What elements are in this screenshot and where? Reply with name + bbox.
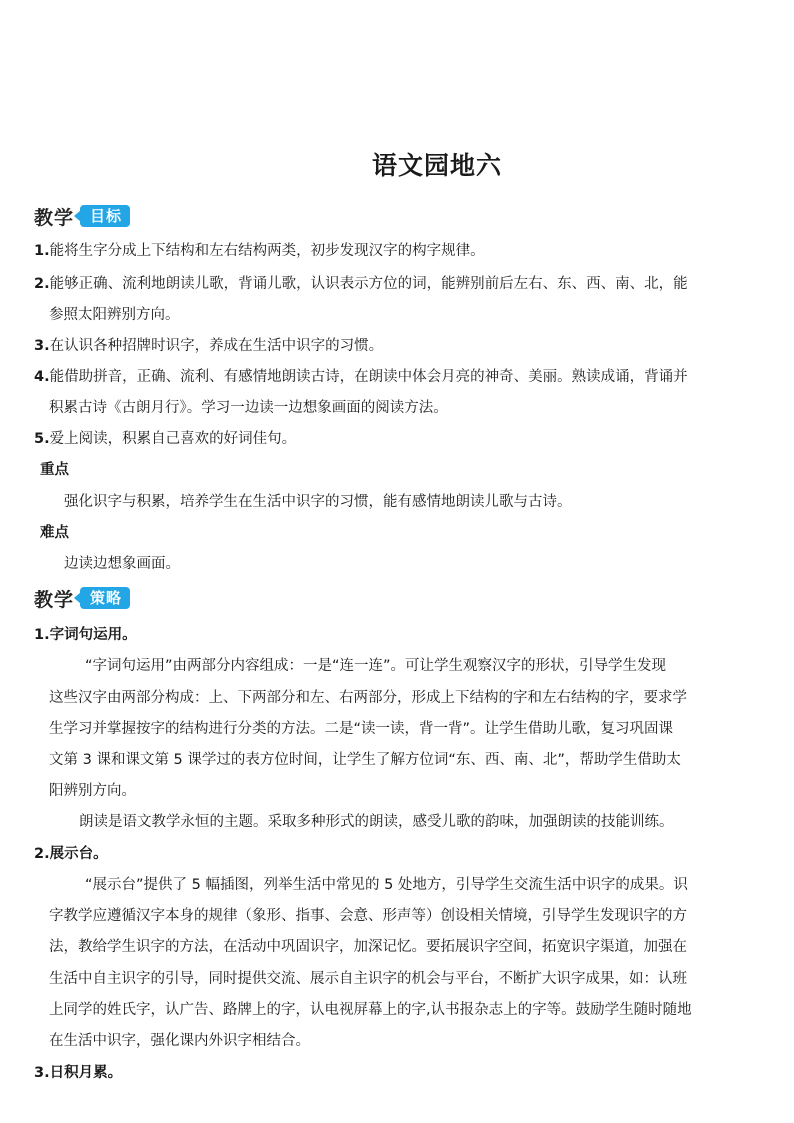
strategy-1-para2: 朗读是语文教学永恒的主题。采取多种形式的朗读，感受儿歌的韵味，加强朗读的技能训练。: [79, 814, 674, 830]
strategy-1-line: “字词句运用”由两部分内容组成：一是“连一连”。可让学生观察汉字的形状，引导学生发现: [85, 658, 667, 674]
strategy-2-line: 生活中自主识字的引导，同时提供交流、展示自主识字的机会与平台，不断扩大识字成果，如：认班: [49, 971, 687, 987]
section-header-goals: [34, 203, 130, 229]
goal-item-1: 1.能将生字分成上下结构和左右结构两类，初步发现汉字的构字规律。: [34, 243, 485, 259]
section-header-strategy: [34, 585, 130, 611]
strategy-1-line: 这些汉字由两部分构成：上、下两部分和左、右两部分，形成上下结构的字和左右结构的字，要求学: [49, 690, 687, 706]
strategy-2-line: “展示台”提供了 5 幅插图，列举生活中常见的 5 处地方，引导学生交流生活中识字的成果。识: [85, 877, 688, 893]
key-point-label: 重点: [40, 462, 69, 478]
strategy-heading-2: 2.展示台。: [34, 846, 108, 862]
page-title: 语文园地六: [371, 151, 502, 180]
goal-item-4: 4.能借助拼音，正确、流利、有感情地朗读古诗，在朗读中体会月亮的神奇、美丽。熟读成诵，背诵并: [34, 369, 688, 385]
strategy-2-line: 上同学的姓氏字，认广告、路牌上的字，认电视屏幕上的字,认书报杂志上的字等。鼓励学生随时随地: [49, 1002, 692, 1018]
goal-item-2: 2.能够正确、流利地朗读儿歌，背诵儿歌，认识表示方位的词，能辨别前后左右、东、西、南、北，能: [34, 276, 688, 292]
goal-item-4-cont: 积累古诗《古朗月行》。学习一边读一边想象画面的阅读方法。: [49, 400, 448, 416]
section-header-main: 教学: [34, 588, 75, 611]
goal-item-5: 5.爱上阅读，积累自己喜欢的好词佳句。: [34, 431, 297, 447]
section-header-tag: 目标: [80, 205, 130, 227]
strategy-2-line: 字教学应遵循汉字本身的规律（象形、指事、会意、形声等）创设相关情境，引导学生发现识字的方: [49, 908, 687, 924]
difficulty-label: 难点: [40, 525, 69, 541]
section-header-main: 教学: [34, 206, 75, 229]
section-header-tag: 策略: [80, 587, 130, 609]
key-point-text: 强化识字与积累，培养学生在生活中识字的习惯，能有感情地朗读儿歌与古诗。: [64, 494, 572, 510]
strategy-1-line: 生学习并掌握按字的结构进行分类的方法。二是“读一读，背一背”。让学生借助儿歌，复习巩固课: [49, 721, 674, 737]
goal-item-3: 3.在认识各种招牌时识字，养成在生活中识字的习惯。: [34, 338, 384, 354]
difficulty-text: 边读边想象画面。: [64, 556, 180, 572]
strategy-1-line: 文第 3 课和课文第 5 课学过的表方位时间，让学生了解方位词“东、西、南、北”，帮助学生借助太: [49, 752, 681, 768]
strategy-1-line: 阳辨别方向。: [49, 783, 136, 799]
strategy-2-line: 在生活中识字，强化课内外识字相结合。: [49, 1033, 310, 1049]
goal-item-2-cont: 参照太阳辨别方向。: [49, 307, 180, 323]
strategy-heading-1: 1.字词句运用。: [34, 627, 137, 643]
strategy-2-line: 法，教给学生识字的方法，在活动中巩固识字，加深记忆。要拓展识字空间，拓宽识字渠道，加强在: [49, 939, 687, 955]
strategy-heading-3: 3.日积月累。: [34, 1065, 123, 1081]
